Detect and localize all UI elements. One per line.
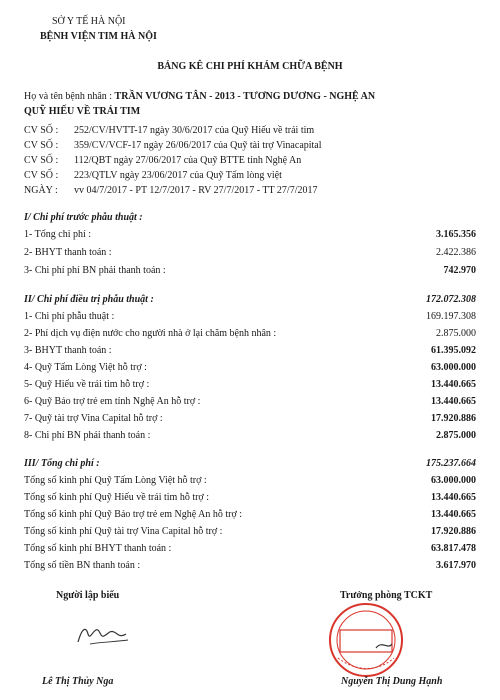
row-value: 17.920.886 [431, 413, 476, 424]
table-row [24, 509, 476, 523]
table-row [24, 526, 476, 540]
row-value: 3.617.970 [436, 560, 476, 571]
patient-line [24, 91, 375, 102]
section3-title: III/ Tổng chi phí : [24, 458, 100, 469]
head-name: Nguyễn Thị Dung Hạnh [341, 676, 443, 687]
table-row [24, 362, 476, 376]
ref-text: 359/CV/VCF-17 ngày 26/06/2017 của Quỹ tài trợ Vinacapital [74, 140, 322, 151]
table-row [24, 265, 476, 279]
table-row [24, 311, 476, 325]
ref-text: 223/QTLV ngày 23/06/2017 của Quỹ Tấm lòng việt [74, 170, 282, 181]
ref-line [24, 170, 282, 181]
ref-label: CV SỐ : [24, 125, 59, 136]
ref-label: CV SỐ : [24, 140, 59, 151]
row-label: 5- Quỹ Hiếu về trái tim hỗ trợ : [24, 379, 150, 390]
row-value: 742.970 [443, 265, 476, 276]
section2-title: II/ Chi phí điều trị phẫu thuật : [24, 294, 154, 305]
head-title: Trưởng phòng TCKT [340, 590, 433, 601]
date-line [24, 185, 317, 196]
patient-name: TRẦN VƯƠNG TÂN - 2013 - TƯƠNG DƯƠNG - NGHỆ AN [114, 91, 376, 102]
row-label: 1- Chi phí phẫu thuật : [24, 311, 115, 322]
row-value: 63.817.478 [431, 543, 476, 554]
row-value: 63.000.000 [431, 362, 476, 373]
section2-total: 172.072.308 [426, 294, 476, 305]
patient-fund: QUỸ HIẾU VỀ TRÁI TIM [24, 106, 141, 117]
row-label: Tổng số kinh phí Quỹ Hiếu về trái tim hỗ trợ : [24, 492, 209, 503]
ministry-name: SỞ Y TẾ HÀ NỘI [52, 16, 126, 27]
date-text: vv 04/7/2017 - PT 12/7/2017 - RV 27/7/2017 - TT 27/7/2017 [74, 185, 318, 196]
row-label: 2- Phí dịch vụ điện nước cho người nhà ở lại chăm bệnh nhân : [24, 328, 277, 339]
patient-label: Họ và tên bệnh nhân : [24, 91, 113, 102]
section1-header [24, 212, 476, 226]
signature-icon [70, 620, 140, 650]
ref-text: 252/CV/HVTT-17 ngày 30/6/2017 của Quỹ Hiếu về trái tim [74, 125, 315, 136]
row-label: 4- Quỹ Tấm Lòng Việt hỗ trợ : [24, 362, 147, 373]
row-label: 2- BHYT thanh toán : [24, 247, 112, 258]
row-label: Tổng số kinh phí Quỹ Tấm Lòng Việt hỗ trợ : [24, 475, 207, 486]
date-label: NGÀY : [24, 185, 58, 196]
ref-line [24, 155, 301, 166]
row-value: 13.440.665 [431, 396, 476, 407]
section2-header [24, 294, 476, 308]
row-label: 1- Tổng chi phí : [24, 229, 92, 240]
table-row [24, 560, 476, 574]
hospital-name: BỆNH VIỆN TIM HÀ NỘI [40, 31, 157, 42]
preparer-title: Người lập biểu [56, 590, 120, 601]
row-label: Tổng số kinh phí Quỹ Bảo trợ trẻ em Nghệ An hỗ trợ : [24, 509, 243, 520]
table-row [24, 396, 476, 410]
section3-header [24, 458, 476, 472]
ref-label: CV SỐ : [24, 170, 59, 181]
row-value: 3.165.356 [436, 229, 476, 240]
hospital-stamp-icon [326, 600, 406, 680]
table-row [24, 475, 476, 489]
table-row [24, 345, 476, 359]
table-row [24, 379, 476, 393]
section3-total: 175.237.664 [426, 458, 476, 469]
row-value: 13.440.665 [431, 379, 476, 390]
row-value: 2.875.000 [436, 328, 476, 339]
row-value: 13.440.665 [431, 509, 476, 520]
row-label: 3- Chi phí phí BN phải thanh toán : [24, 265, 166, 276]
document-title: BẢNG KÊ CHI PHÍ KHÁM CHỮA BỆNH [157, 61, 343, 72]
row-label: 8- Chi phí BN phải thanh toán : [24, 430, 151, 441]
row-label: Tổng số tiền BN thanh toán : [24, 560, 141, 571]
table-row [24, 430, 476, 444]
preparer-name: Lê Thị Thủy Nga [42, 676, 114, 687]
table-row [24, 229, 476, 243]
ref-label: CV SỐ : [24, 155, 59, 166]
table-row [24, 413, 476, 427]
row-value: 61.395.092 [431, 345, 476, 356]
table-row [24, 328, 476, 342]
row-value: 2.422.386 [436, 247, 476, 258]
row-value: 17.920.886 [431, 526, 476, 537]
row-value: 63.000.000 [431, 475, 476, 486]
section1-title: I/ Chi phí trước phẫu thuật : [24, 212, 143, 223]
ref-line [24, 125, 314, 136]
ref-text: 112/QBT ngày 27/06/2017 của Quỹ BTTE tỉnh Nghệ An [74, 155, 302, 166]
table-row [24, 543, 476, 557]
row-value: 169.197.308 [426, 311, 476, 322]
ref-line [24, 140, 322, 151]
row-label: 7- Quỹ tài trợ Vina Capital hỗ trợ : [24, 413, 163, 424]
row-label: Tổng số kinh phí Quỹ tài trợ Vina Capital hỗ trợ : [24, 526, 223, 537]
row-value: 13.440.665 [431, 492, 476, 503]
table-row [24, 247, 476, 261]
row-label: 6- Quỹ Bảo trợ trẻ em tỉnh Nghệ An hỗ trợ : [24, 396, 201, 407]
row-value: 2.875.000 [436, 430, 476, 441]
row-label: 3- BHYT thanh toán : [24, 345, 112, 356]
table-row [24, 492, 476, 506]
row-label: Tổng số kinh phí BHYT thanh toán : [24, 543, 172, 554]
